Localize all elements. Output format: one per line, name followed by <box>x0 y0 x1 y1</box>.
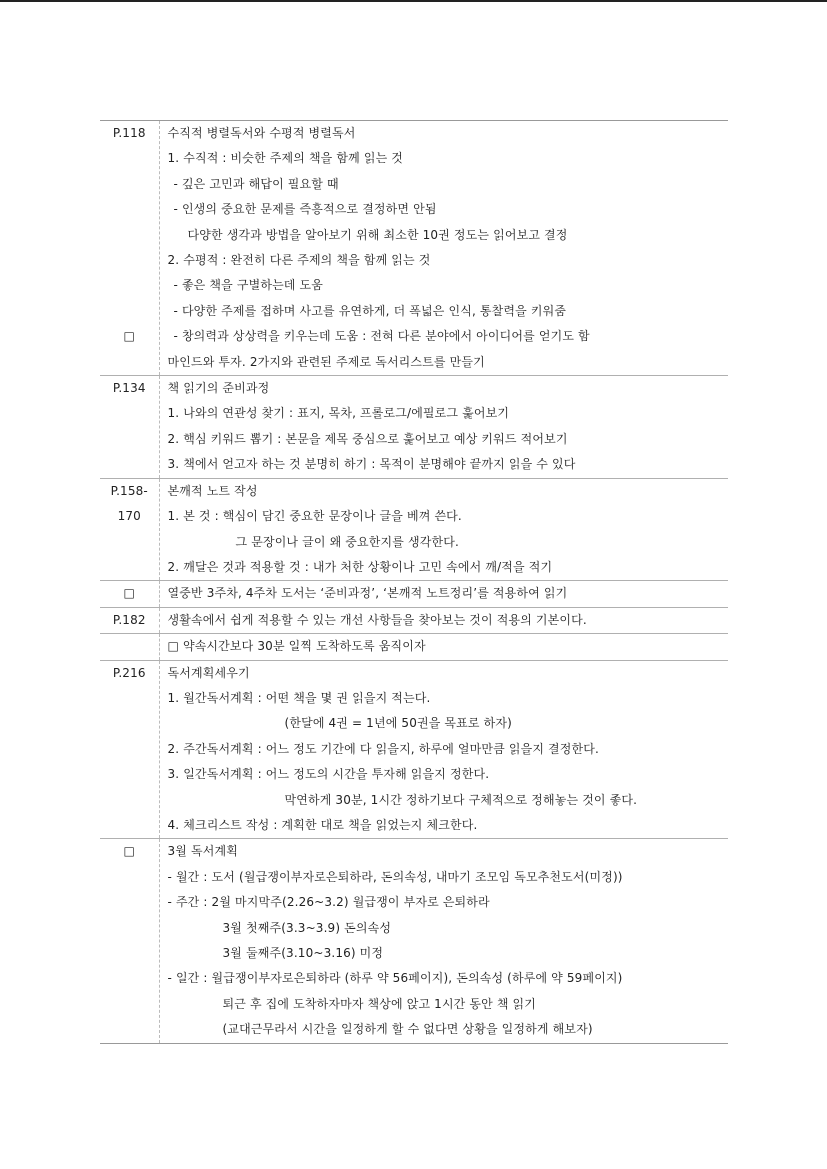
checkbox-mark: □ <box>123 586 135 601</box>
page-ref <box>100 273 159 298</box>
note-line: - 주간 : 2월 마지막주(2.26~3.2) 월급쟁이 부자로 은퇴하라 <box>167 895 490 910</box>
page-ref-cell <box>100 634 159 660</box>
note-line: 1. 본 것 : 핵심이 담긴 중요한 문장이나 글을 베껴 쓴다. <box>167 509 462 524</box>
note-line: 막연하게 30분, 1시간 정하기보다 구체적으로 정해놓는 것이 좋다. <box>284 792 638 807</box>
note-cell <box>159 607 728 633</box>
notes-row <box>100 660 728 839</box>
page-ref <box>100 634 159 659</box>
note-line: 2. 수평적 : 완전히 다른 주제의 책을 함께 읽는 것 <box>167 253 431 268</box>
note-cell <box>159 634 728 660</box>
note-line: 2. 주간독서계획 : 어느 정도 기간에 다 읽을지, 하루에 얼마만큼 읽을지 결정한다. <box>167 741 599 756</box>
note-line: - 일간 : 월급쟁이부자로은퇴하라 (하루 약 56페이지), 돈의속성 (하루에 약 59페이지) <box>167 971 623 986</box>
note-line: 3월 둘째주(3.10~3.16) 미정 <box>222 946 384 960</box>
page-ref-cell <box>100 581 159 607</box>
reading-notes-table <box>100 120 728 1044</box>
section-title: 3월 독서계획 <box>167 844 238 859</box>
page-ref: 170 <box>117 509 141 524</box>
note-line: 다양한 생각과 방법을 알아보기 위해 최소한 10권 정도는 읽어보고 결정 <box>187 227 568 242</box>
notes-row <box>100 634 728 660</box>
note-line: 2. 핵심 키워드 뽑기 : 본문을 제목 중심으로 훑어보고 예상 키워드 적어보기 <box>167 431 568 446</box>
notes-row <box>100 607 728 633</box>
checkbox-mark: □ <box>123 844 135 859</box>
section-title: 독서계획세우기 <box>167 665 250 680</box>
note-line: 마인드와 투자. 2가지와 관련된 주제로 독서리스트를 만들기 <box>167 354 485 369</box>
page-ref-cell <box>100 121 159 376</box>
page-ref-cell <box>100 660 159 839</box>
note-line: - 창의력과 상상력을 키우는데 도움 : 전혀 다른 분야에서 아이디어를 얻기도 함 <box>173 329 590 344</box>
note-line: (교대근무라서 시간을 일정하게 할 수 없다면 상황을 일정하게 해보자) <box>222 1022 593 1037</box>
note-line: - 다양한 주제를 접하며 사고를 유연하게, 더 폭넓은 인식, 통찰력을 키워줌 <box>173 303 567 318</box>
notes-row <box>100 121 728 376</box>
page-ref-cell <box>100 478 159 581</box>
page-ref: P.182 <box>112 612 146 627</box>
page-ref: P.158- <box>110 483 148 498</box>
page-ref-cell <box>100 607 159 633</box>
note-line: 2. 깨달은 것과 적용할 것 : 내가 처한 상황이나 고민 속에서 깨/적을 적기 <box>167 559 553 574</box>
page-ref <box>100 248 159 273</box>
note-line: 3월 첫째주(3.3~3.9) 돈의속성 <box>222 920 392 935</box>
page-ref: P.216 <box>112 665 146 680</box>
page-ref-cell <box>100 376 159 479</box>
note-cell <box>159 839 728 1043</box>
note-line: - 인생의 중요한 문제를 즉흥적으로 결정하면 안됨 <box>173 202 437 217</box>
note-line: 1. 수직적 : 비슷한 주제의 책을 함께 읽는 것 <box>167 151 404 166</box>
note-line: 4. 체크리스트 작성 : 계획한 대로 책을 읽었는지 체크한다. <box>167 817 478 832</box>
note-line: 그 문장이나 글이 왜 중요한지를 생각한다. <box>235 534 459 549</box>
note-line: - 좋은 책을 구별하는데 도움 <box>173 278 324 293</box>
notes-row <box>100 581 728 607</box>
page-ref: P.134 <box>112 381 146 396</box>
page-ref: P.118 <box>112 126 146 140</box>
page-ref-cell <box>100 839 159 1043</box>
note-cell <box>159 478 728 581</box>
section-title: 수직적 병렬독서와 수평적 병렬독서 <box>167 126 356 140</box>
section-title: 책 읽기의 준비과정 <box>167 381 270 396</box>
note-line: 퇴근 후 집에 도착하자마자 책상에 앉고 1시간 동안 책 읽기 <box>222 996 537 1011</box>
notes-row <box>100 478 728 581</box>
note-line: - 월간 : 도서 (월급쟁이부자로은퇴하라, 돈의속성, 내마기 조모임 독모추천도서(미정)) <box>167 869 623 884</box>
note-line: 3. 일간독서계획 : 어느 정도의 시간을 투자해 읽을지 정한다. <box>167 767 490 782</box>
note-cell <box>159 121 728 376</box>
note-line: - 깊은 고민과 해답이 필요할 때 <box>173 176 339 191</box>
notes-row <box>100 376 728 479</box>
note-cell <box>159 581 728 607</box>
page-ref <box>100 299 159 324</box>
note-line: (한달에 4권 = 1년에 50권을 목표로 하자) <box>284 716 512 731</box>
note-line: 3. 책에서 얻고자 하는 것 분명히 하기 : 목적이 분명해야 끝까지 읽을 수 있다 <box>167 457 576 472</box>
page-ref <box>100 223 159 248</box>
note-line: 1. 나와의 연관성 찾기 : 표지, 목차, 프롤로그/에필로그 훑어보기 <box>167 406 510 421</box>
page-ref <box>100 172 159 197</box>
section-title: 본깨적 노트 작성 <box>167 483 258 498</box>
checkbox-mark: □ <box>123 329 135 344</box>
page-ref <box>100 146 159 171</box>
top-border-line <box>0 0 827 2</box>
action-item: □ 약속시간보다 30분 일찍 도착하도록 움직이자 <box>167 639 426 654</box>
note-line: 1. 월간독서계획 : 어떤 책을 몇 권 읽을지 적는다. <box>167 690 431 705</box>
note-cell <box>159 660 728 839</box>
page-ref <box>100 197 159 222</box>
note-cell <box>159 376 728 479</box>
note-line: 생활속에서 쉽게 적용할 수 있는 개선 사항들을 찾아보는 것이 적용의 기본이다. <box>167 612 587 627</box>
note-line: 열중반 3주차, 4주차 도서는 ‘준비과정’, ‘본깨적 노트정리’를 적용하여 읽기 <box>167 586 568 601</box>
notes-row <box>100 839 728 1043</box>
